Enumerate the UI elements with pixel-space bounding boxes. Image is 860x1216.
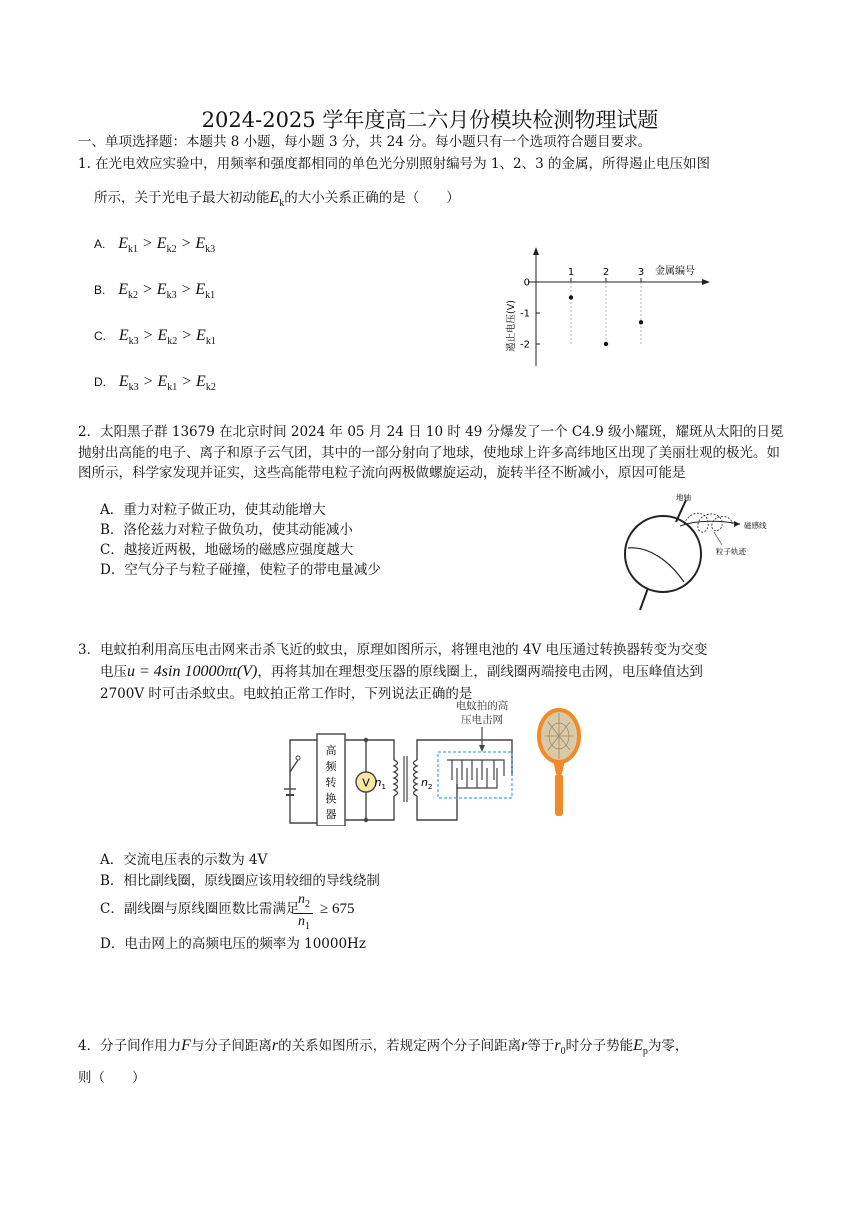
q3-option-a[interactable]: A．交流电压表的示数为 4V <box>100 852 268 868</box>
secondary-coil <box>414 760 418 796</box>
racket-illustration <box>539 710 579 816</box>
converter-label: 换 <box>325 792 337 805</box>
q2-option-a[interactable]: A．重力对粒子做正功，使其动能增大 <box>100 502 326 518</box>
earth-axis-label: 地轴 <box>676 493 691 502</box>
net-label-arrowhead <box>479 745 485 752</box>
data-point <box>639 320 643 324</box>
switch <box>290 760 298 772</box>
net-comb <box>447 760 504 780</box>
voltage-formula: u = 4sin 10000πt(V) <box>127 663 258 680</box>
q1-option-a[interactable]: A. $E_{k1} > E_{k2} > E_{k3}$ <box>94 235 216 256</box>
y-axis-arrow <box>533 247 539 255</box>
mosquito-swatter-circuit <box>282 696 592 826</box>
q1-option-d[interactable]: D. $E_{k3} > E_{k1} > E_{k2}$ <box>94 373 216 394</box>
x-tick-label: 3 <box>637 267 645 278</box>
q3-stem-line3: 2700V 时可击杀蚊虫。电蚊拍正常工作时，下列说法正确的是 <box>100 686 473 702</box>
ek-symbol: $E_k$ <box>269 189 285 210</box>
n2-label: $n_2$ <box>421 776 433 791</box>
y-axis-label: 遏止电压(V) <box>506 300 517 352</box>
earth-magnetic-field-figure <box>610 490 810 620</box>
data-point <box>604 342 608 346</box>
converter-label: 高 <box>325 744 337 757</box>
field-arrow <box>734 521 740 527</box>
y-tick-label: -1 <box>520 308 530 320</box>
q2-option-b[interactable]: B．洛伦兹力对粒子做负功，使其动能减小 <box>100 522 353 538</box>
electric-net-box <box>438 752 512 798</box>
q2-option-c[interactable]: C．越接近两极，地磁场的磁感应强度越大 <box>100 542 354 558</box>
earth-axis-bottom <box>640 588 648 610</box>
net-label-line1: 电蚊拍的高 <box>455 700 509 712</box>
q3-stem-line2: 电压u = 4sin 10000πt(V)，再将其加在理想变压器的原线圈上，副线圈两端接电击网，电压峰值达到 <box>100 663 703 680</box>
x-tick-label: 2 <box>602 267 610 278</box>
section-heading: 一、单项选择题：本题共 8 小题，每小题 3 分，共 24 分。每小题只有一个选项符合题目要求。 <box>78 134 652 150</box>
q1-stem-line2: 所示，关于光电子最大初动能$E_k$的大小关系正确的是（ ） <box>94 189 460 210</box>
field-line <box>628 548 684 582</box>
field-line-label: 磁感线 <box>744 521 767 530</box>
net-comb <box>457 768 497 788</box>
q4-stem-line2: 则（ ） <box>78 1070 146 1086</box>
earth-circle <box>625 516 701 592</box>
q2-option-d[interactable]: D．空气分子与粒子碰撞，使粒子的带电量减少 <box>100 562 381 578</box>
primary-coil <box>394 760 398 796</box>
circuit-wire <box>417 784 457 820</box>
q4-stem-line1: 4．分子间作用力F与分子间距离r的关系如图所示，若规定两个分子间距离r等于$r_0$时分子势能$E_p$为零， <box>78 1037 689 1058</box>
switch-contact <box>296 756 300 760</box>
particle-track-label: 粒子轨迹 <box>716 547 746 556</box>
n1-label: $n_1$ <box>374 776 386 791</box>
circuit-wire <box>290 740 317 823</box>
y-tick-label: -2 <box>520 339 530 351</box>
x-tick-label: 1 <box>567 267 575 278</box>
voltmeter-symbol: V <box>362 776 370 790</box>
converter-label: 转 <box>325 776 337 789</box>
page-title: 2024-2025 学年度高二六月份模块检测物理试题 <box>201 108 659 132</box>
converter-label: 器 <box>325 808 337 821</box>
circuit-wire <box>345 796 394 820</box>
circuit-wire <box>345 740 394 760</box>
data-point <box>569 295 573 299</box>
y-tick-label: 0 <box>523 277 530 289</box>
q3-stem-line1: 3．电蚊拍利用高压电击网来击杀飞近的蚊虫，原理如图所示，将锂电池的 4V 电压通过转换器转变为交变 <box>78 642 708 658</box>
q3-option-d[interactable]: D．电击网上的高频电压的频率为 10000Hz <box>100 936 366 952</box>
q1-option-c[interactable]: C. $E_{k3} > E_{k2} > E_{k1}$ <box>94 327 216 348</box>
converter-label: 频 <box>325 760 337 773</box>
net-label-line2: 压电击网 <box>461 714 503 726</box>
junction-dot <box>364 818 368 822</box>
turns-ratio-fraction: $n_2$ $n_1$ <box>295 892 313 935</box>
circuit-wire <box>417 740 512 776</box>
q3-option-b[interactable]: B．相比副线圈，原线圈应该用较细的导线绕制 <box>100 873 380 889</box>
q1-option-b[interactable]: B. $E_{k2} > E_{k3} > E_{k1}$ <box>94 281 216 302</box>
junction-dot <box>364 738 368 742</box>
leader-line <box>714 532 722 545</box>
stopping-voltage-chart <box>500 244 720 370</box>
q2-stem: 2．太阳黑子群 13679 在北京时间 2024 年 05 月 24 日 10 时 49 分爆发了一个 C4.9 级小耀斑，耀斑从太阳的日冕抛射出高能的电子、离子和原子云气团，其中的一部分射向了地球，使地球上许多高纬地区出现了美丽壮观的极光。如图所示，科学家发现并证实，这些高能带电粒子流向两极做螺旋运动，旋转半径不断减小，原因可能是 <box>78 424 784 481</box>
x-axis-arrow <box>702 279 710 285</box>
q1-stem-line1: 1. 在光电效应实验中，用频率和强度都相同的单色光分别照射编号为 1、2、3 的金属，所得遏止电压如图 <box>78 156 711 172</box>
x-axis-label: 金属编号 <box>655 266 695 277</box>
